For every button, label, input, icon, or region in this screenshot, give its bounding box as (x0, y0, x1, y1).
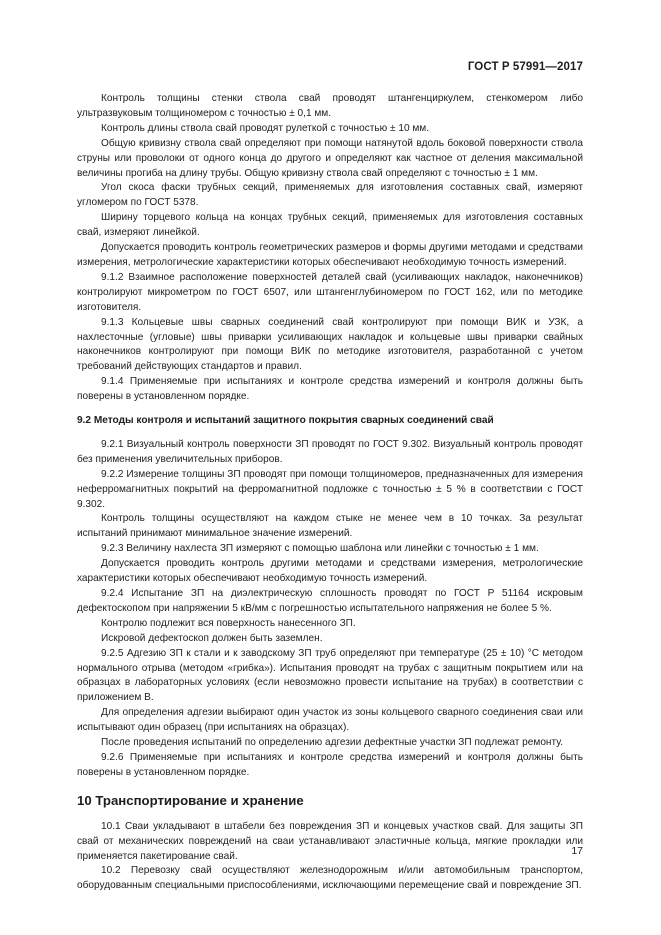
paragraph: Контроль толщины стенки ствола свай проводят штангенциркулем, стенкомером либо ультразвуковым толщиномером с точностью ± 0,1 мм. (77, 93, 583, 119)
paragraph: 9.2.6 Применяемые при испытаниях и контроле средства измерений и контроля должны быть поверены в установленном порядке. (77, 751, 583, 778)
page-body (77, 92, 583, 894)
paragraph: Ширину торцевого кольца на концах трубных секций, применяемых для изготовления составных свай, измеряют линейкой. (77, 212, 583, 239)
paragraph: 9.2.4 Испытание ЗП на диэлектрическую сплошность проводят по ГОСТ Р 51164 искровым дефектоскопом при напряжении 5 кВ/мм с погрешностью испытательного напряжения не более 5 %. (77, 588, 583, 614)
paragraph: 9.2.3 Величину нахлеста ЗП измеряют с помощью шаблона или линейки с точностью ± 1 мм. (101, 543, 539, 555)
paragraph: Допускается проводить контроль геометрических размеров и формы другими методами и средствами измерения, метрологические характеристики которых обеспечивают необходимую точность измерений. (77, 242, 583, 268)
paragraph: Для определения адгезии выбирают один участок из зоны кольцевого сварного соединения сваи или испытывают один образец (при испытаниях на образцах). (77, 707, 583, 734)
paragraph: Контролю подлежит вся поверхность нанесенного ЗП. (101, 617, 356, 629)
paragraph: 10.2 Перевозку свай осуществляют железнодорожным и/или автомобильным транспортом, оборудованным специальными приспособлениями, исключающими перемещение свай и повреждение ЗП. (77, 865, 583, 892)
paragraph: Контроль толщины осуществляют на каждом стыке не менее чем в 10 точках. За результат испытаний принимают минимальное значение измерений. (77, 513, 583, 540)
section-title: 10 Транспортирование и хранение (77, 792, 304, 808)
subsection-title-text: 9.2 Методы контроля и испытаний защитного покрытия сварных соединений свай (77, 415, 494, 427)
page-number: 17 (571, 845, 583, 857)
paragraphs-group-2 (77, 438, 583, 781)
paragraph: 10.1 Сваи укладывают в штабели без повреждения ЗП и концевых участков свай. Для защиты ЗП свай от механических повреждений на сваи устанавливают эластичные кольца, мягкие прокладки или применяется пакетирование свай. (77, 820, 583, 862)
paragraph: 9.2.2 Измерение толщины ЗП проводят при помощи толщиномеров, предназначенных для измерения неферромагнитных покрытий на ферромагнитной подложке с точностью ± 5 % в соответствии с ГОСТ 9.302. (77, 468, 583, 510)
paragraph: Искровой дефектоскоп должен быть заземлен. (101, 632, 323, 644)
paragraph: 9.1.3 Кольцевые швы сварных соединений свай контролируют при помощи ВИК и УЗК, а нахлесточные (угловые) швы приварки усиливающих накладок и кольцевые швы приварки свайных наконечников контролируют при помощи ВИК по методике изготовителя, разработанной с учетом требований действующих стандартов и правил. (77, 316, 583, 373)
paragraph: 9.1.2 Взаимное расположение поверхностей деталей свай (усиливающих накладок, наконечников) контролируют микрометром по ГОСТ 6507, или штангенглубиномером по ГОСТ 162, или по методике изготовителя. (77, 271, 583, 313)
paragraph: 9.2.5 Адгезию ЗП к стали и к заводскому ЗП труб определяют при температуре (25 ± 10) °С методом нормального отрыва (методом «грибка»). Испытания проводят на трубах с защитным покрытием или на образцах в лабораторных условиях (если невозможно провести испытание на трубах) в соответствии с приложением В. (77, 647, 583, 704)
paragraphs-group-1 (77, 92, 583, 405)
paragraph: Допускается проводить контроль другими методами и средствами измерения, метрологические характеристики которых обеспечивают необходимую точность измерений. (77, 558, 583, 585)
paragraph: 9.1.4 Применяемые при испытаниях и контроле средства измерений и контроля должны быть поверены в установленном порядке. (77, 376, 583, 403)
paragraph: После проведения испытаний по определению адгезии дефектные участки ЗП подлежат ремонту. (101, 737, 564, 749)
paragraph: 9.2.1 Визуальный контроль поверхности ЗП проводят по ГОСТ 9.302. Визуальный контроль проводят без применения увеличительных приборов. (77, 438, 583, 465)
paragraph: Контроль длины ствола свай проводят рулеткой с точностью ± 10 мм. (101, 122, 430, 134)
subsection-title (77, 414, 583, 429)
document-header: ГОСТ Р 57991—2017 (467, 61, 583, 73)
paragraph: Угол скоса фаски трубных секций, применяемых для изготовления составных свай, измеряют угломером по ГОСТ 5378. (77, 182, 583, 209)
paragraph: Общую кривизну ствола свай определяют при помощи натянутой вдоль боковой поверхности ствола струны или проволоки от одного конца до другого и определяют как частное от деления максимальной величины прогиба на длину трубы. Общую кривизну ствола свай определяют с точностью ± 1 мм. (77, 137, 583, 179)
paragraphs-group-3 (77, 820, 583, 895)
